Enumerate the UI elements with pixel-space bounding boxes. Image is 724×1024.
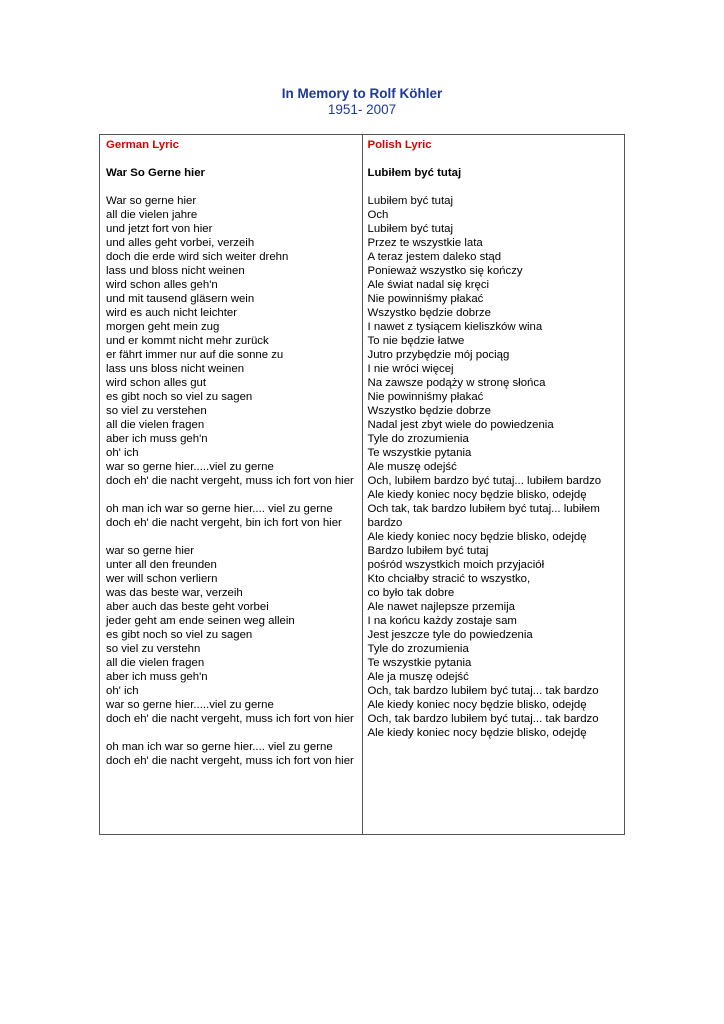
lyric-line: Te wszystkie pytania xyxy=(367,657,472,669)
lyric-line: wird schon alles gut xyxy=(106,377,207,389)
lyric-line: Te wszystkie pytania xyxy=(367,447,472,459)
lyric-line: Ale świat nadal się kręci xyxy=(367,279,490,291)
lyric-line: Tyle do zrozumienia xyxy=(367,643,469,655)
lyric-line: lass uns bloss nicht weinen xyxy=(106,363,245,375)
lyric-line xyxy=(106,488,355,502)
lyric-line: Ale ja muszę odejść xyxy=(367,671,469,683)
lyric-line: Och xyxy=(367,209,389,221)
lyric-line: Na zawsze podąży w stronę słońca xyxy=(367,377,546,389)
lyric-line: was das beste war, verzeih xyxy=(106,587,243,599)
lyric-line: To nie będzie łatwe xyxy=(367,335,465,347)
lyric-line xyxy=(106,530,355,544)
lyric-line: I na końcu każdy zostaje sam xyxy=(367,615,517,627)
lyric-line: Ale kiedy koniec nocy będzie blisko, odejdę xyxy=(367,489,587,501)
lyric-line xyxy=(106,726,355,740)
lyric-line: Ale kiedy koniec nocy będzie blisko, odejdę xyxy=(367,699,587,711)
lyric-line: und mit tausend gläsern wein xyxy=(106,293,255,305)
lyric-line: pośród wszystkich moich przyjaciół xyxy=(367,559,545,571)
lyric-line: aber auch das beste geht vorbei xyxy=(106,601,269,613)
lyric-line: doch eh' die nacht vergeht, muss ich fort von hier xyxy=(106,755,354,767)
lyric-line: aber ich muss geh'n xyxy=(106,671,208,683)
lyric-line: so viel zu verstehn xyxy=(106,643,201,655)
polish-lyric-column xyxy=(363,135,625,834)
lyric-line: Ale kiedy koniec nocy będzie blisko, odejdę xyxy=(367,727,587,739)
lyric-line: doch eh' die nacht vergeht, muss ich fort von hier xyxy=(106,475,354,487)
lyric-line: Och, tak bardzo lubiłem być tutaj... tak bardzo xyxy=(367,685,599,697)
lyric-line: lass und bloss nicht weinen xyxy=(106,265,245,277)
lyric-line: war so gerne hier xyxy=(106,545,195,557)
lyric-line: unter all den freunden xyxy=(106,559,217,571)
german-lyric-column xyxy=(100,135,363,834)
polish-lyric-lines xyxy=(368,194,625,740)
lyric-line: Nie powinniśmy płakać xyxy=(367,391,484,403)
lyric-line: wer will schon verliern xyxy=(106,573,218,585)
lyric-line: und alles geht vorbei, verzeih xyxy=(106,237,255,249)
lyric-line: I nie wróci więcej xyxy=(367,363,454,375)
lyric-line: doch eh' die nacht vergeht, bin ich fort von hier xyxy=(106,517,342,529)
lyric-line: aber ich muss geh'n xyxy=(106,433,208,445)
polish-lyric-header: Polish Lyric xyxy=(367,139,432,151)
lyric-line: Ale kiedy koniec nocy będzie blisko, odejdę xyxy=(367,531,587,543)
document-title: In Memory to Rolf Köhler xyxy=(281,86,443,101)
lyric-line: und er kommt nicht mehr zurück xyxy=(106,335,269,347)
polish-song-title: Lubiłem być tutaj xyxy=(367,167,462,179)
lyric-line: I nawet z tysiącem kieliszków wina xyxy=(367,321,543,333)
lyric-line: Nadal jest zbyt wiele do powiedzenia xyxy=(367,419,554,431)
lyric-line: all die vielen fragen xyxy=(106,657,205,669)
lyric-line: Ale muszę odejść xyxy=(367,461,457,473)
document-subtitle: 1951- 2007 xyxy=(327,102,397,117)
lyric-line: co było tak dobre xyxy=(367,587,455,599)
lyric-line: Kto chciałby stracić to wszystko, xyxy=(367,573,531,585)
lyric-line: wird es auch nicht leichter xyxy=(106,307,238,319)
lyric-line: jeder geht am ende seinen weg allein xyxy=(106,615,295,627)
lyric-line: doch eh' die nacht vergeht, muss ich fort von hier xyxy=(106,713,354,725)
german-lyric-lines xyxy=(106,194,362,768)
german-lyric-header: German Lyric xyxy=(106,139,180,151)
lyric-line: oh man ich war so gerne hier.... viel zu gerne xyxy=(106,503,333,515)
lyric-line: Och, lubiłem bardzo być tutaj... lubiłem bardzo xyxy=(367,475,602,487)
lyric-line: Wszystko będzie dobrze xyxy=(367,405,491,417)
lyric-line: Wszystko będzie dobrze xyxy=(367,307,491,319)
lyric-line: morgen geht mein zug xyxy=(106,321,220,333)
lyric-line: War so gerne hier xyxy=(106,195,197,207)
lyric-line: oh' ich xyxy=(106,447,139,459)
lyric-line: Przez te wszystkie lata xyxy=(367,237,483,249)
lyric-line: all die vielen fragen xyxy=(106,419,205,431)
lyric-line: A teraz jestem daleko stąd xyxy=(367,251,502,263)
lyric-line: Tyle do zrozumienia xyxy=(367,433,469,445)
lyric-line: Lubiłem być tutaj xyxy=(367,223,453,235)
lyric-line: all die vielen jahre xyxy=(106,209,198,221)
lyric-line: war so gerne hier.....viel zu gerne xyxy=(106,699,274,711)
lyric-line: Nie powinniśmy płakać xyxy=(367,293,484,305)
lyric-line: Jest jeszcze tyle do powiedzenia xyxy=(367,629,533,641)
lyric-line: so viel zu verstehen xyxy=(106,405,207,417)
lyric-line: Och tak, tak bardzo lubiłem być tutaj... lubiłem bardzo xyxy=(367,503,604,529)
lyric-line: er fährt immer nur auf die sonne zu xyxy=(106,349,284,361)
lyric-line: Och, tak bardzo lubiłem być tutaj... tak bardzo xyxy=(367,713,599,725)
lyric-line: Ponieważ wszystko się kończy xyxy=(367,265,523,277)
lyric-line: Bardzo lubiłem być tutaj xyxy=(367,545,489,557)
lyric-line: oh man ich war so gerne hier.... viel zu gerne xyxy=(106,741,333,753)
lyrics-table xyxy=(99,134,625,835)
lyric-line: es gibt noch so viel zu sagen xyxy=(106,629,253,641)
lyric-line: Jutro przybędzie mój pociąg xyxy=(367,349,510,361)
german-song-title: War So Gerne hier xyxy=(106,167,205,179)
lyric-line: war so gerne hier.....viel zu gerne xyxy=(106,461,274,473)
lyric-line: und jetzt fort von hier xyxy=(106,223,213,235)
lyric-line: Ale nawet najlepsze przemija xyxy=(367,601,516,613)
lyric-line: doch die erde wird sich weiter drehn xyxy=(106,251,289,263)
lyric-line: oh' ich xyxy=(106,685,139,697)
lyric-line: Lubiłem być tutaj xyxy=(367,195,453,207)
lyric-line: wird schon alles geh'n xyxy=(106,279,218,291)
lyric-line: es gibt noch so viel zu sagen xyxy=(106,391,253,403)
